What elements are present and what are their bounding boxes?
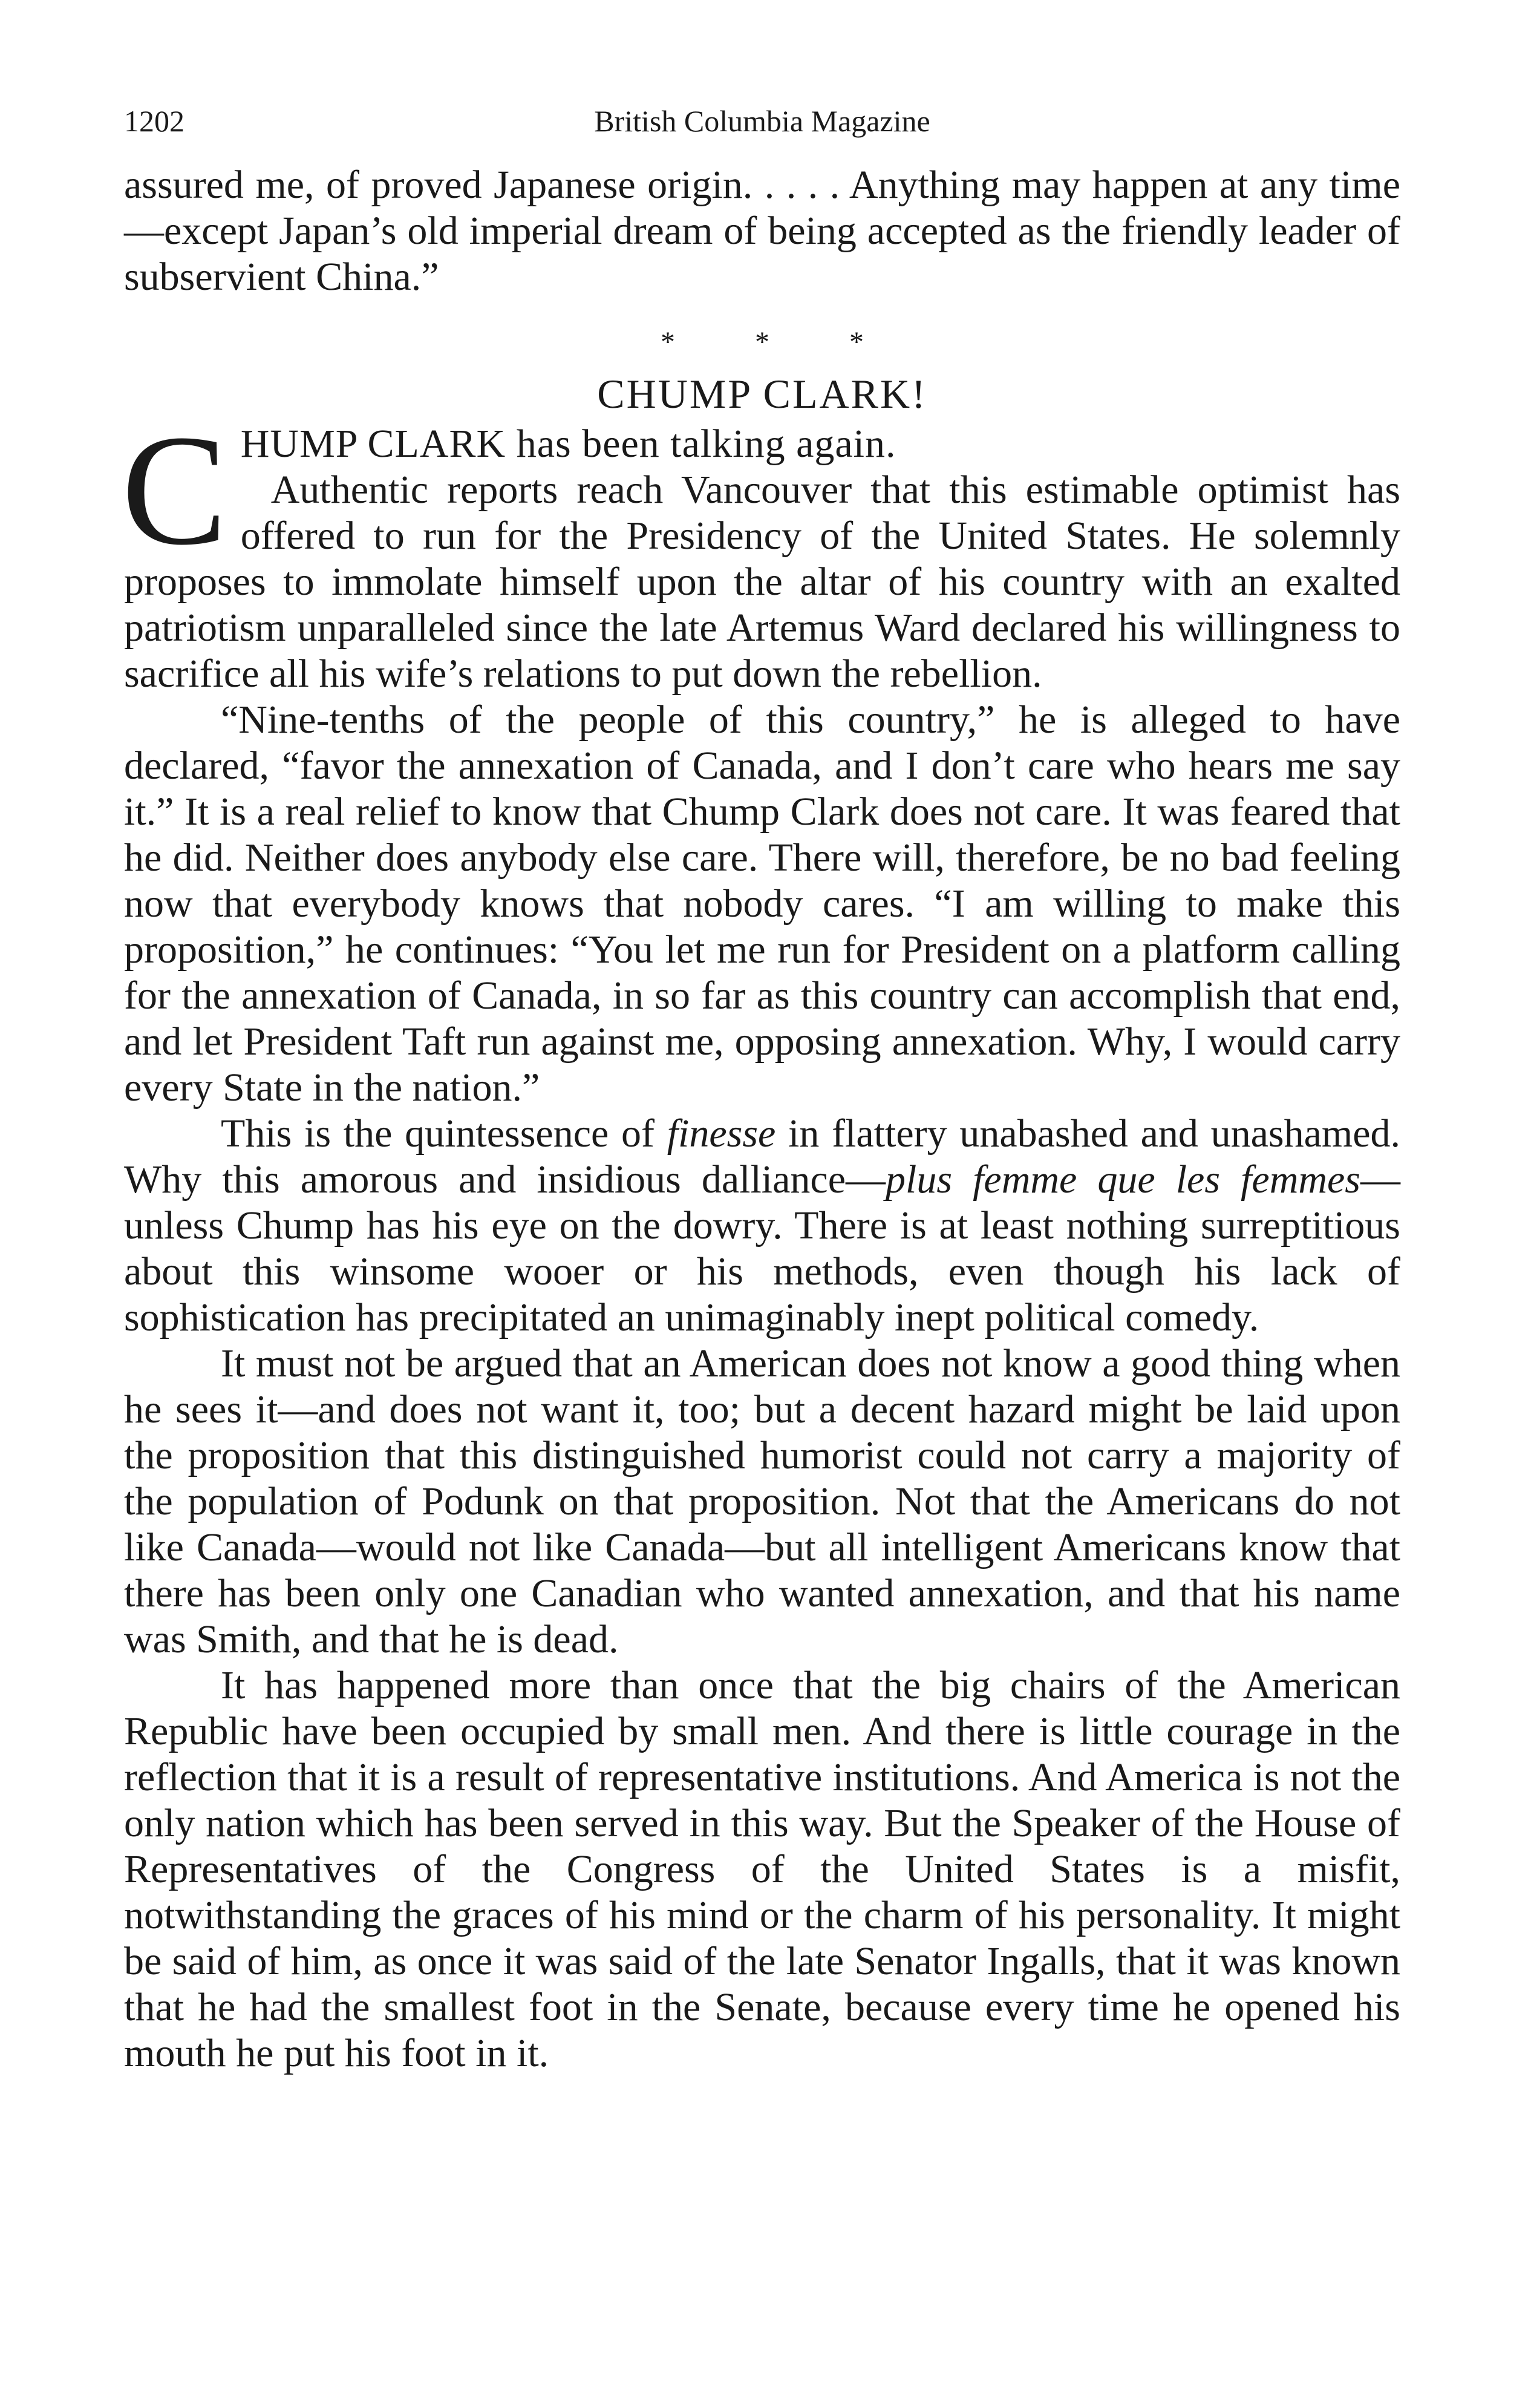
magazine-page (124, 97, 1400, 2076)
drop-cap: C (122, 402, 227, 578)
page-number: 1202 (124, 104, 184, 138)
body-paragraph: “Nine-tenths of the people of this country,” he is alleged to have declared, “favor the annexation of Canada, and I don’t care who hears me say it.” It is a real relief to know that Chump Clark does not care. It was feared that he did. Neither does anybody else care. There will, therefore, be no bad feeling now that everybody knows that nobody cares. “I am willing to make this proposition,” he continues: “You let me run for President on a platform calling for the annexation of Canada, in so far as this country can accomplish that end, and let President Taft run against me, opposing annexation. Why, I would carry every State in the nation.” (124, 698, 1400, 1110)
running-head (124, 97, 1400, 145)
body-paragraph: It has happened more than once that the big chairs of the American Republic have been occupied by small men. And there is little courage in the reflection that it is a result of representative institutions. And America is not the only nation which has been served in this way. But the Speaker of the House of Representatives of the Congress of the United States is a misfit, notwithstanding the graces of his mind or the charm of his personality. It might be said of him, as once it was said of the late Senator Ingalls, that it was known that he had the smallest foot in the Senate, because every time he opened his mouth he put his foot in it. (124, 1663, 1400, 2075)
body-paragraph: It must not be argued that an American does not know a good thing when he sees it—and does not want it, too; but a decent hazard might be laid upon the proposition that this distinguished humorist could not carry a majority of the population of Podunk on that proposition. Not that the Americans do not like Canada—would not like Canada—but all intelligent Americans know that there has been only one Canadian who wanted annexation, and that his name was Smith, and that he is dead. (124, 1341, 1400, 1661)
text-run: This is the quintessence of (221, 1111, 667, 1156)
text-run: —unless Chump has his eye on the dowry. There is at least nothing surreptitious about this winsome wooer or his methods, even though his lack of sophistication has precipitated an unimaginably inept political comedy. (124, 1157, 1400, 1340)
italic-text: plus femme que les femmes (886, 1157, 1360, 1202)
text-run: in flattery unabashed and unashamed. Why this amorous and insidious dalliance— (124, 1111, 1401, 1202)
section-heading: CHUMP CLARK! (597, 371, 927, 417)
continued-paragraph: assured me, of proved Japanese origin. . . . . Anything may happen at any time—except Japan’s old imperial dream of being accepted as the friendly leader of subservient China.” (124, 163, 1400, 299)
body-paragraph (124, 1111, 1400, 1341)
opening-paragraph-text: Authentic reports reach Vancouver that this estimable optimist has offered to run for the Presidency of the United States. He solemnly proposes to immolate himself upon the altar of his country with an exalted patriotism unparalleled since the late Artemus Ward declared his willingness to sacrifice all his wife’s relations to put down the rebellion. (124, 468, 1400, 696)
opening-paragraph (122, 402, 1400, 697)
opening-line: HUMP CLARK has been talking again. (240, 422, 896, 466)
running-title: British Columbia Magazine (594, 104, 930, 138)
article-body (122, 402, 1401, 2076)
italic-text: finesse (667, 1111, 776, 1156)
section-separator: * * * (661, 326, 900, 358)
